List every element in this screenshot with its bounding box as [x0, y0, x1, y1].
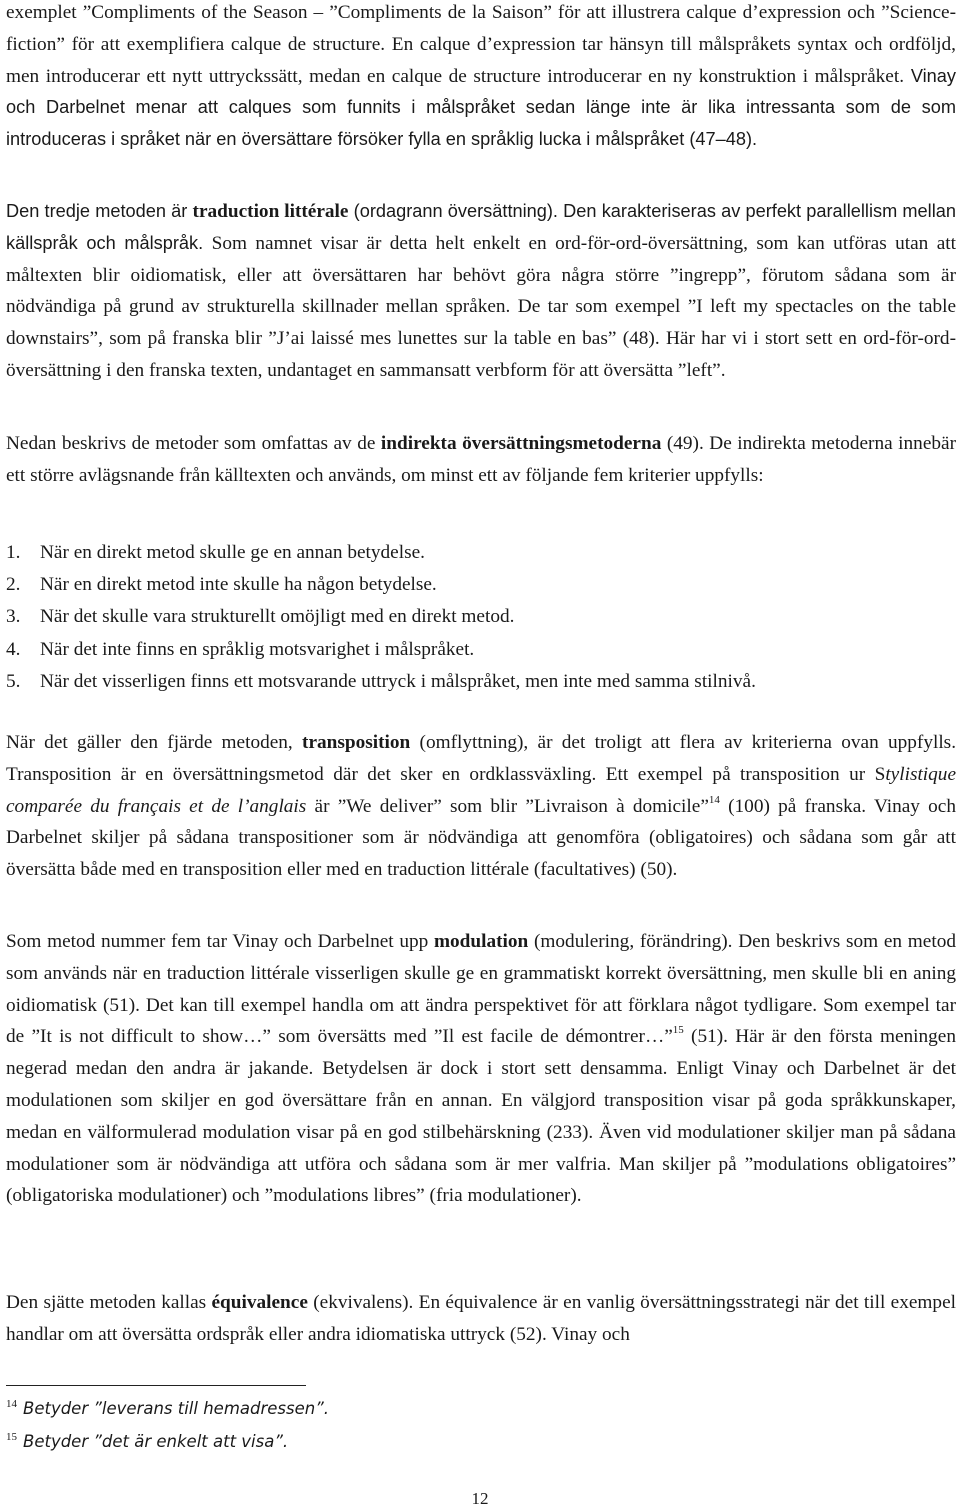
page-number: 12: [471, 1489, 489, 1508]
list-item: [6, 666, 956, 698]
book-title: tylistique comparée du français et de l’anglais: [6, 763, 956, 817]
list-item-text: När det skulle vara strukturellt omöjligt med en direkt metod.: [40, 606, 515, 628]
list-item-number: 4.: [6, 638, 21, 660]
paragraph-modulation-text-c: (51). Här är den första meningen negerad medan den andra är jakande. Betydelsen är dock i stort sett densamma. Enligt Vinay och Darbelnet är det modulationen som skiljer en god översättare från en annan. En välgjord transposition visar på goda språkkunskaper, medan en välformulerad modulation visar på en god stilbehärskning (233). Även vid modulationer skiljer man på sådana modulationer som är nödvändiga att utföra och sådana som är mer valfria. Man skiljer på ”modulations obligatoires” (obligatoriska modulationer) och ”modulations libres” (fria modulationer).: [6, 1026, 956, 1207]
paragraph-transposition-text-a: När det gäller den fjärde metoden,: [6, 732, 303, 753]
list-item: [6, 634, 956, 666]
footnote-ref-14[interactable]: 14: [708, 793, 720, 806]
footnote-mark: 14: [6, 1398, 17, 1410]
term-indirekta-metoder: indirekta översättningsmetoderna: [380, 433, 662, 454]
paragraph-indirect-methods-text-b: (49). De indirekta metoderna innebär ett större avlägsnande från källtexten och används, om minst ett av följande fem kriterier uppfylls:: [6, 433, 956, 486]
list-item: [6, 537, 956, 569]
paragraph-traduction-litterale-text-a: Den tredje metoden är: [6, 201, 193, 221]
footnote-text: Betyder ”det är enkelt att visa”.: [23, 1432, 289, 1451]
paragraph-traduction-litterale: [6, 196, 956, 387]
footnote-divider: [6, 1385, 306, 1386]
footnote-15: [6, 1431, 288, 1452]
paragraph-traduction-litterale-text-b: (ordagrann översättning). Den karakteriseras av perfekt parallellism mellan källspråk och målspråk.: [6, 201, 956, 253]
paragraph-equivalence: [6, 1287, 956, 1351]
list-item: [6, 569, 956, 601]
paragraph-equivalence-text-b: (ekvivalens). En équivalence är en vanlig översättningsstrategi när det till exempel handlar om att översätta ordspråk eller andra idiomatiska uttryck (52). Vinay och: [6, 1292, 956, 1345]
list-item: [6, 601, 956, 633]
footnote-mark: 15: [6, 1431, 17, 1443]
list-item-number: 3.: [6, 606, 21, 628]
list-item-text: När det inte finns en språklig motsvarighet i målspråket.: [40, 638, 475, 660]
paragraph-transposition-text-b: (omflyttning), är det troligt att flera av kriterierna ovan uppfylls. Transposition är en översättningsmetod där det sker en ordklassväxling. Ett exempel på transposition ur S: [6, 732, 957, 785]
paragraph-modulation-text-b: (modulering, förändring). Den beskrivs som en metod som används när en traduction littérale visserligen skulle ge en grammatiskt korrekt översättning, men skulle bli en aning oidiomatisk (51). Det kan till exempel handla om att ändra perspektivet för att förklara något tydligare. Som exempel tar de ”It is not difficult to show…” som översätts med ”Il est facile de démontrer…”: [6, 931, 956, 1048]
paragraph-calque-text-a: exemplet ”Compliments of the Season – ”Compliments de la Saison” för att illustrera calque d’expression och ”Science-fiction” för att exemplifiera calque de structure. En calque d’expression tar hänsyn till målspråkets syntax och ordföljd, men introducerar ett nytt uttryckssätt, medan en calque de structure introducerar en ny konstruktion i målspråket.: [6, 2, 956, 87]
paragraph-modulation: [6, 926, 956, 1212]
list-item-number: 5.: [6, 670, 21, 692]
footnote-ref-15[interactable]: 15: [672, 1024, 684, 1037]
paragraph-traduction-litterale-text-c: Som namnet visar är detta helt enkelt en ord-för-ord-översättning, som kan utföras utan att måltexten blir oidiomatisk, eller att översättaren har behövt göra några större ”ingrepp”, förutom sådana som är nödvändiga på grund av strukturella skillnader mellan språken. De tar som exempel ”I left my spectacles on the table downstairs”, som på franska blir ”J’ai laissé mes lunettes sur la table en bas” (48). Här har vi i stort sett en ord-för-ord-översättning i den franska texten, undantaget en sammansatt verbform för att översätta ”left”.: [6, 232, 957, 381]
paragraph-equivalence-text-a: Den sjätte metoden kallas: [6, 1292, 212, 1313]
list-item-text: När det visserligen finns ett motsvarande uttryck i målspråket, men inte med samma stilnivå.: [40, 670, 756, 692]
paragraph-modulation-text-a: Som metod nummer fem tar Vinay och Darbelnet upp: [6, 931, 434, 952]
list-item-number: 2.: [6, 574, 21, 596]
paragraph-transposition-text-d: (100) på franska. Vinay och Darbelnet skiljer på sådana transpositioner som är nödvändiga att genomföra (obligatoires) och sådana som går att översätta både med en transposition eller med en traduction littérale (facultatives) (50).: [6, 795, 956, 881]
list-item-text: När en direkt metod inte skulle ha någon betydelse.: [40, 574, 437, 596]
paragraph-calque: [6, 0, 956, 156]
term-modulation: modulation: [433, 931, 529, 952]
paragraph-calque-text-b: Vinay och Darbelnet menar att calques som funnits i målspråket sedan länge inte är lika intressanta som de som introduceras i språket när en översättare försöker fylla en språklig lucka i målspråket (47–48).: [6, 65, 956, 150]
term-equivalence: équivalence: [211, 1292, 308, 1313]
paragraph-indirect-methods-text-a: Nedan beskrivs de metoder som omfattas av de: [6, 433, 381, 454]
list-item-number: 1.: [6, 542, 21, 563]
paragraph-transposition: [6, 727, 956, 886]
term-traduction-litterale: traduction littérale: [192, 201, 349, 222]
criteria-list: [6, 537, 956, 698]
paragraph-indirect-methods: [6, 428, 956, 492]
list-item-text: När en direkt metod skulle ge en annan betydelse.: [40, 542, 425, 563]
footnote-14: [6, 1398, 329, 1419]
term-transposition: transposition: [302, 732, 411, 753]
paragraph-transposition-text-c: är ”We deliver” som blir ”Livraison à domicile”: [306, 795, 709, 817]
footnote-text: Betyder ”leverans till hemadressen”.: [23, 1399, 330, 1418]
